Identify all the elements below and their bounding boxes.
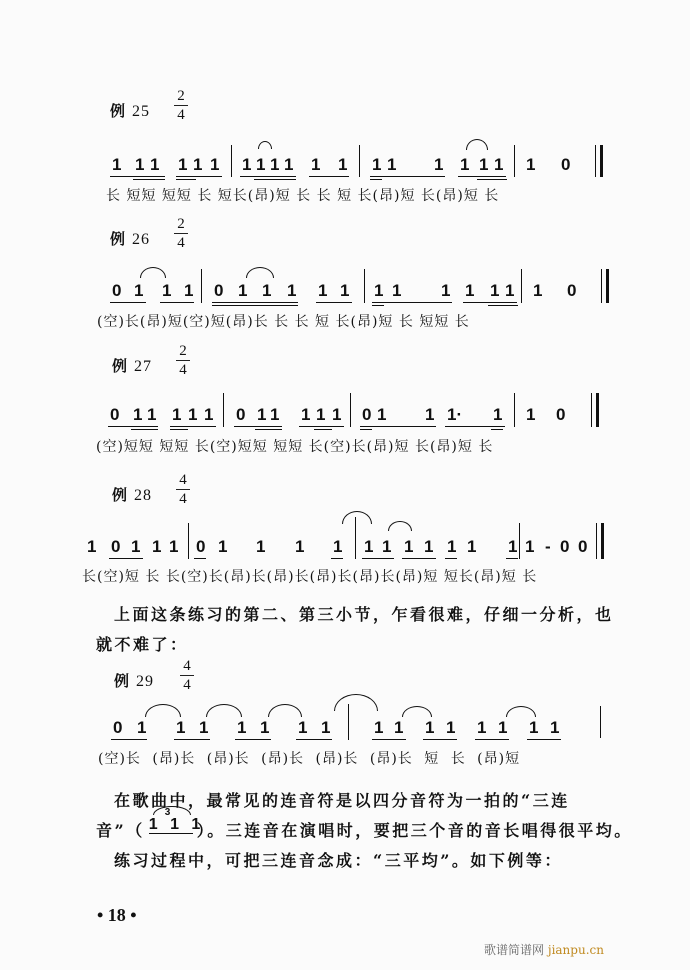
example-29-label: 例 29 <box>114 672 155 690</box>
paragraph-line: 上面这条练习的第二、第三小节，乍看很难，仔细一分析，也 <box>114 605 614 624</box>
lyrics-ex27: (空)短短 短短 长(空)短短 短短 长(空)长(昂)短 长(昂)短 长 <box>96 439 494 455</box>
paragraph-line: 在歌曲中，最常见的连音符是以四分音符为一拍的“三连 <box>114 791 570 810</box>
example-25-label: 例 25 <box>110 102 151 120</box>
notation-row-ex28: 1 0 1 1 1 0 1 1 1 1 1 1 1 1 1 1 1 1 - 0 0 <box>0 537 690 577</box>
time-signature: 2 4 <box>176 343 190 378</box>
notation-row-ex29: 0 1 1 1 1 1 1 1 1 1 1 1 1 1 1 1 <box>0 718 690 758</box>
time-signature: 2 4 <box>174 88 188 123</box>
paragraph-line: 音”（ 3 1 1 1 ）。三连音在演唱时，要把三个音的音长唱得很平均。 <box>96 807 633 840</box>
example-28-label: 例 28 <box>112 486 153 504</box>
lyrics-ex29: (空)长 (昂)长 (昂)长 (昂)长 (昂)长 (昂)长 短 长 (昂)短 <box>98 751 521 767</box>
lyrics-ex28: 长(空)短 长 长(空)长(昂)长(昂)长(昂)长(昂)长(昂)短 短长(昂)短 长 <box>82 569 538 585</box>
notation-row-ex26: 0 1 1 1 0 1 1 1 1 1 1 1 1 1 1 1 1 0 <box>0 281 690 321</box>
triplet-notation: 3 1 1 1 <box>148 807 205 833</box>
example-26-label: 例 26 <box>110 230 151 248</box>
lyrics-ex25: 长 短短 短短 长 短长(昂)短 长 长 短 长(昂)短 长(昂)短 长 <box>106 188 500 204</box>
watermark: 歌谱简谱网 jianpu.cn <box>484 943 604 957</box>
notation-row-ex27: 0 1 1 1 1 1 0 1 1 1 1 1 0 1 1 1· 1 1 0 <box>0 405 690 445</box>
paragraph-line: 练习过程中，可把三连音念成：“三平均”。如下例等： <box>114 851 563 870</box>
page-number: • 18 • <box>97 905 137 925</box>
paragraph-line: 就不难了： <box>96 635 189 654</box>
notation-row-ex25: 1 1 1 1 1 1 1 1 1 1 1 1 1 1 1 1 1 1 1 0 <box>0 155 690 195</box>
lyrics-ex26: (空)长(昂)短(空)短(昂)长 长 长 短 长(昂)短 长 短短 长 <box>97 314 470 330</box>
time-signature: 4 4 <box>176 472 190 507</box>
example-27-label: 例 27 <box>112 357 153 375</box>
time-signature: 2 4 <box>174 216 188 251</box>
time-signature: 4 4 <box>180 658 194 693</box>
